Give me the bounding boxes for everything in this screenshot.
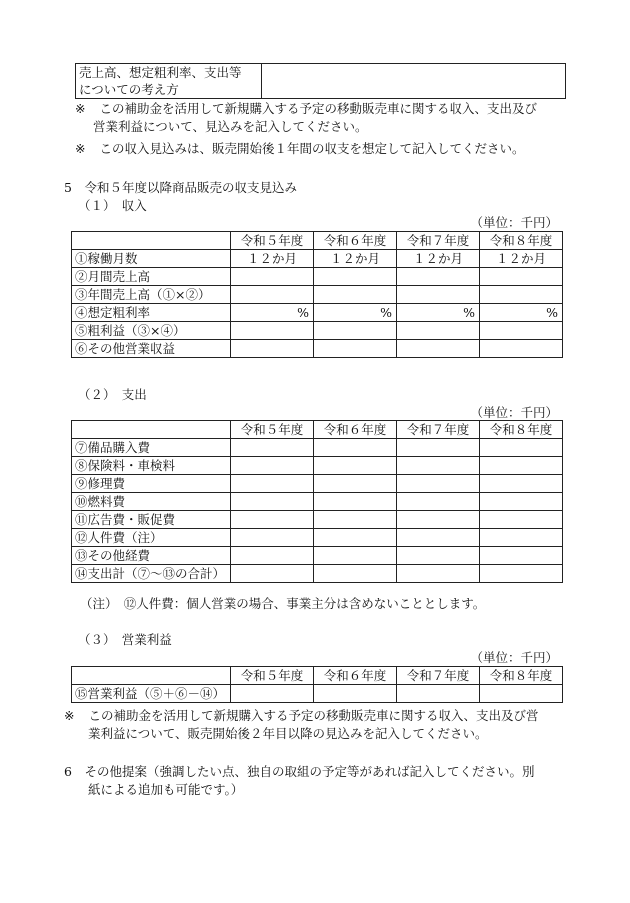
section6-text: 6 その他提案（強調したい点、独自の取組の予定等があれば記入してください。別 紙による追加も可能です。） xyxy=(64,764,535,797)
income-unit: （単位：千円） xyxy=(470,215,558,230)
year-header: 令和８年度 xyxy=(480,667,563,685)
header-blank xyxy=(72,232,231,250)
note-1: ※ この補助金を活用して新規購入する予定の移動販売車に関する収入、支出及び 営業利益について、見込みを記入してください。 xyxy=(75,101,537,134)
value-cell[interactable] xyxy=(480,340,563,358)
value-cell[interactable] xyxy=(231,565,314,583)
row-label: ⑩燃料費 xyxy=(72,493,231,511)
value-cell[interactable]: １２か月 xyxy=(314,250,397,268)
value-cell[interactable] xyxy=(231,457,314,475)
row-label: ⑨修理費 xyxy=(72,475,231,493)
value-cell[interactable] xyxy=(314,457,397,475)
table-row xyxy=(72,250,563,268)
profit-unit: （単位：千円） xyxy=(470,650,558,665)
value-cell[interactable] xyxy=(397,529,480,547)
considerations-label: 売上高、想定粗利率、支出等 についての考え方 xyxy=(76,64,262,99)
value-cell[interactable] xyxy=(397,457,480,475)
value-cell[interactable] xyxy=(397,475,480,493)
row-label: ②月間売上高 xyxy=(72,268,231,286)
value-cell[interactable] xyxy=(231,685,314,703)
value-cell[interactable] xyxy=(231,340,314,358)
table-row xyxy=(72,529,563,547)
value-cell[interactable]: １２か月 xyxy=(480,250,563,268)
value-cell[interactable] xyxy=(480,322,563,340)
value-cell[interactable] xyxy=(314,475,397,493)
row-label: ⑮営業利益（⑤＋⑥－⑭） xyxy=(72,685,231,703)
table-row xyxy=(72,685,563,703)
year-header: 令和７年度 xyxy=(397,421,480,439)
value-cell[interactable] xyxy=(397,493,480,511)
row-label: ①稼働月数 xyxy=(72,250,231,268)
value-cell[interactable] xyxy=(231,322,314,340)
year-header: 令和５年度 xyxy=(231,667,314,685)
table-row xyxy=(72,475,563,493)
header-blank xyxy=(72,421,231,439)
considerations-table xyxy=(75,63,566,99)
value-cell[interactable] xyxy=(231,439,314,457)
value-cell[interactable]: １２か月 xyxy=(397,250,480,268)
value-cell[interactable] xyxy=(480,286,563,304)
value-cell[interactable] xyxy=(480,685,563,703)
table-header-row xyxy=(72,232,563,250)
expense-note: （注） ⑫人件費：個人営業の場合、事業主分は含めないこととします。 xyxy=(80,596,486,611)
value-cell[interactable] xyxy=(397,547,480,565)
value-cell[interactable] xyxy=(314,547,397,565)
value-cell[interactable] xyxy=(314,511,397,529)
year-header: 令和５年度 xyxy=(231,421,314,439)
value-cell[interactable] xyxy=(480,268,563,286)
table-row xyxy=(72,304,563,322)
row-label: ⑤粗利益（③×④） xyxy=(72,322,231,340)
value-cell[interactable] xyxy=(480,439,563,457)
income-heading: （１） 収入 xyxy=(78,198,147,213)
value-cell[interactable] xyxy=(231,475,314,493)
row-label: ⑥その他営業収益 xyxy=(72,340,231,358)
table-row xyxy=(76,64,566,99)
row-label: ⑭支出計（⑦～⑬の合計） xyxy=(72,565,231,583)
value-cell[interactable] xyxy=(397,340,480,358)
value-cell[interactable] xyxy=(480,475,563,493)
value-cell[interactable] xyxy=(397,268,480,286)
value-cell[interactable] xyxy=(480,457,563,475)
year-header: 令和６年度 xyxy=(314,421,397,439)
value-cell[interactable]: % xyxy=(231,304,314,322)
value-cell[interactable] xyxy=(480,511,563,529)
table-row xyxy=(72,286,563,304)
income-table xyxy=(71,231,563,358)
value-cell[interactable] xyxy=(397,286,480,304)
expense-unit: （単位：千円） xyxy=(470,405,558,420)
value-cell[interactable] xyxy=(314,493,397,511)
value-cell[interactable] xyxy=(397,511,480,529)
section5-title: 5 令和５年度以降商品販売の収支見込み xyxy=(64,180,297,195)
row-label: ⑫人件費（注） xyxy=(72,529,231,547)
value-cell[interactable] xyxy=(314,565,397,583)
row-label: ③年間売上高（①×②） xyxy=(72,286,231,304)
value-cell[interactable] xyxy=(231,547,314,565)
value-cell[interactable] xyxy=(480,493,563,511)
value-cell[interactable] xyxy=(314,529,397,547)
table-row xyxy=(72,268,563,286)
table-row xyxy=(72,511,563,529)
year-header: 令和７年度 xyxy=(397,667,480,685)
value-cell[interactable] xyxy=(314,685,397,703)
value-cell[interactable] xyxy=(397,322,480,340)
year-header: 令和６年度 xyxy=(314,667,397,685)
considerations-input[interactable] xyxy=(262,64,566,99)
table-row xyxy=(72,457,563,475)
value-cell[interactable]: % xyxy=(397,304,480,322)
value-cell[interactable] xyxy=(397,565,480,583)
value-cell[interactable] xyxy=(231,493,314,511)
value-cell[interactable] xyxy=(397,439,480,457)
table-row xyxy=(72,565,563,583)
value-cell[interactable]: % xyxy=(480,304,563,322)
value-cell[interactable] xyxy=(231,529,314,547)
value-cell[interactable] xyxy=(480,529,563,547)
note-2: ※ この収入見込みは、販売開始後１年間の収支を想定して記入してください。 xyxy=(75,141,525,156)
header-blank xyxy=(72,667,231,685)
value-cell[interactable] xyxy=(231,511,314,529)
row-label: ⑬その他経費 xyxy=(72,547,231,565)
table-row xyxy=(72,322,563,340)
expense-heading: （２） 支出 xyxy=(78,387,147,402)
table-header-row xyxy=(72,421,563,439)
row-label: ⑦備品購入費 xyxy=(72,439,231,457)
value-cell[interactable] xyxy=(314,268,397,286)
value-cell[interactable] xyxy=(231,286,314,304)
value-cell[interactable] xyxy=(480,565,563,583)
profit-table xyxy=(71,666,563,703)
value-cell[interactable]: １２か月 xyxy=(231,250,314,268)
row-label: ⑪広告費・販促費 xyxy=(72,511,231,529)
profit-heading: （３） 営業利益 xyxy=(78,632,172,647)
expense-table xyxy=(71,420,563,583)
table-header-row xyxy=(72,667,563,685)
value-cell[interactable]: % xyxy=(314,304,397,322)
row-label: ⑧保険料・車検料 xyxy=(72,457,231,475)
value-cell[interactable] xyxy=(314,286,397,304)
table-row xyxy=(72,493,563,511)
year-header: 令和７年度 xyxy=(397,232,480,250)
year-header: 令和６年度 xyxy=(314,232,397,250)
year-header: 令和８年度 xyxy=(480,232,563,250)
row-label: ④想定粗利率 xyxy=(72,304,231,322)
year-header: 令和５年度 xyxy=(231,232,314,250)
value-cell[interactable] xyxy=(314,439,397,457)
table-row xyxy=(72,439,563,457)
year-header: 令和８年度 xyxy=(480,421,563,439)
table-row xyxy=(72,547,563,565)
bottom-note: ※ この補助金を活用して新規購入する予定の移動販売車に関する収入、支出及び営 業利益について、販売開始後２年目以降の見込みを記入してください。 xyxy=(64,708,539,741)
value-cell[interactable] xyxy=(314,322,397,340)
value-cell[interactable] xyxy=(314,340,397,358)
value-cell[interactable] xyxy=(480,547,563,565)
value-cell[interactable] xyxy=(231,268,314,286)
value-cell[interactable] xyxy=(397,685,480,703)
table-row xyxy=(72,340,563,358)
